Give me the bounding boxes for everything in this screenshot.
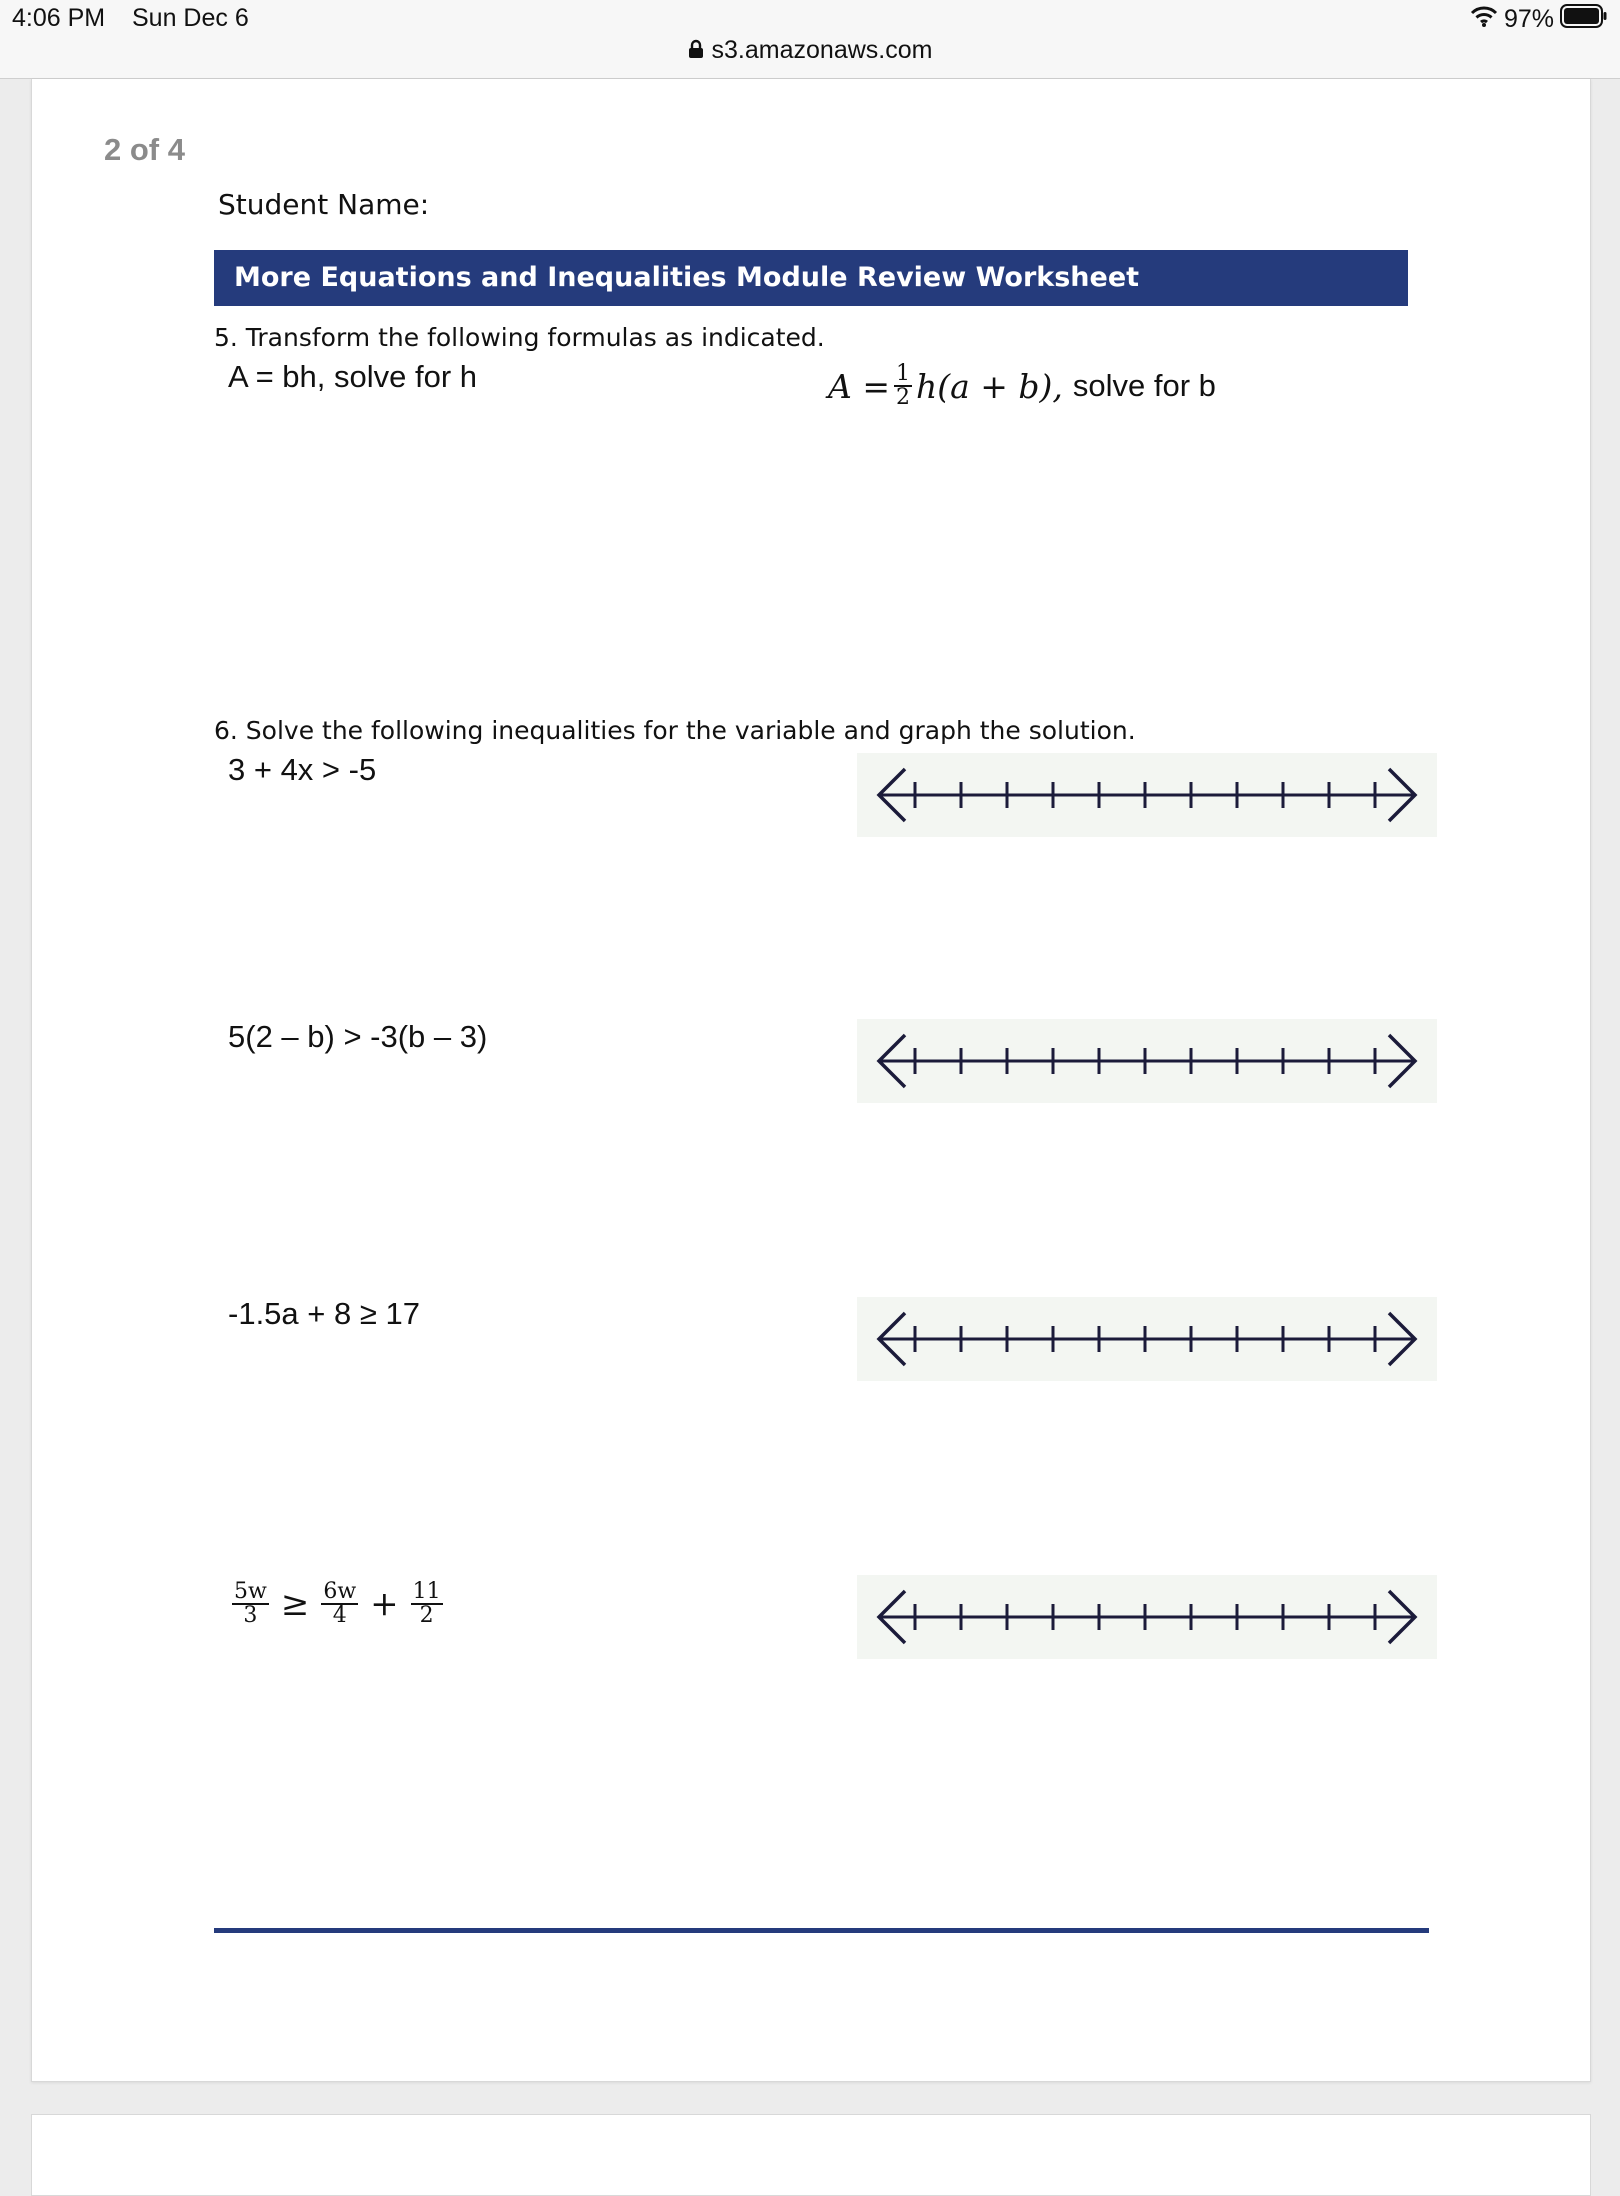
battery-icon bbox=[1560, 3, 1608, 36]
fraction-one-half bbox=[894, 363, 912, 409]
number-line bbox=[857, 1575, 1437, 1659]
operator-geq: ≥ bbox=[280, 1584, 310, 1624]
pdf-page bbox=[31, 79, 1591, 2082]
number-line-graphic bbox=[857, 1297, 1437, 1381]
fraction-numerator: 6w bbox=[323, 1579, 357, 1604]
question-5a-problem: A = bh, solve for h bbox=[228, 359, 478, 394]
question-6-title: 6. Solve the following inequalities for the variable and graph the solution. bbox=[214, 716, 1136, 745]
question-5-title: 5. Transform the following formulas as indicated. bbox=[214, 323, 825, 352]
operator-plus: + bbox=[370, 1584, 399, 1624]
fraction-6w-over-4 bbox=[321, 1581, 358, 1627]
lock-icon bbox=[688, 37, 704, 66]
question-6b-problem: 5(2 – b) > -3(b – 3) bbox=[228, 1019, 488, 1054]
wifi-icon bbox=[1470, 5, 1498, 34]
number-line bbox=[857, 1297, 1437, 1381]
student-name-label: Student Name: bbox=[218, 188, 430, 221]
status-indicators bbox=[1470, 3, 1608, 36]
fraction-numerator: 11 bbox=[412, 1579, 441, 1604]
number-line-graphic bbox=[857, 753, 1437, 837]
fraction-11-over-2 bbox=[411, 1581, 443, 1627]
address-bar[interactable] bbox=[0, 36, 1620, 66]
formula-expression: h(a + b), bbox=[915, 366, 1063, 406]
status-time: 4:06 PM bbox=[12, 4, 106, 32]
question-6a-problem: 3 + 4x > -5 bbox=[228, 752, 377, 787]
worksheet-title: More Equations and Inequalities Module Review Worksheet bbox=[234, 262, 1140, 293]
question-5b-formula bbox=[828, 351, 1216, 421]
formula-instruction: solve for b bbox=[1072, 368, 1216, 403]
fraction-5w-over-3 bbox=[232, 1581, 269, 1627]
number-line bbox=[857, 1019, 1437, 1103]
page-indicator: 2 of 4 bbox=[104, 132, 185, 167]
bottom-divider bbox=[214, 1928, 1429, 1933]
url-text: s3.amazonaws.com bbox=[711, 36, 933, 64]
fraction-numerator: 1 bbox=[895, 361, 910, 386]
fraction-numerator: 5w bbox=[234, 1579, 267, 1604]
number-line bbox=[857, 753, 1437, 837]
fraction-denominator: 4 bbox=[332, 1603, 347, 1628]
fraction-denominator: 2 bbox=[419, 1603, 434, 1628]
status-date: Sun Dec 6 bbox=[132, 4, 249, 32]
fraction-denominator: 2 bbox=[895, 385, 910, 410]
question-6c-problem: -1.5a + 8 ≥ 17 bbox=[228, 1296, 420, 1331]
pdf-viewer[interactable] bbox=[0, 79, 1620, 2160]
formula-lhs: A = bbox=[828, 366, 890, 406]
question-6d-problem bbox=[228, 1569, 447, 1639]
next-pdf-page bbox=[31, 2114, 1591, 2196]
number-line-graphic bbox=[857, 1019, 1437, 1103]
fraction-denominator: 3 bbox=[243, 1603, 258, 1628]
worksheet-title-banner bbox=[214, 250, 1408, 306]
status-bar bbox=[0, 0, 1620, 79]
battery-percent: 97% bbox=[1503, 5, 1554, 33]
number-line-graphic bbox=[857, 1575, 1437, 1659]
